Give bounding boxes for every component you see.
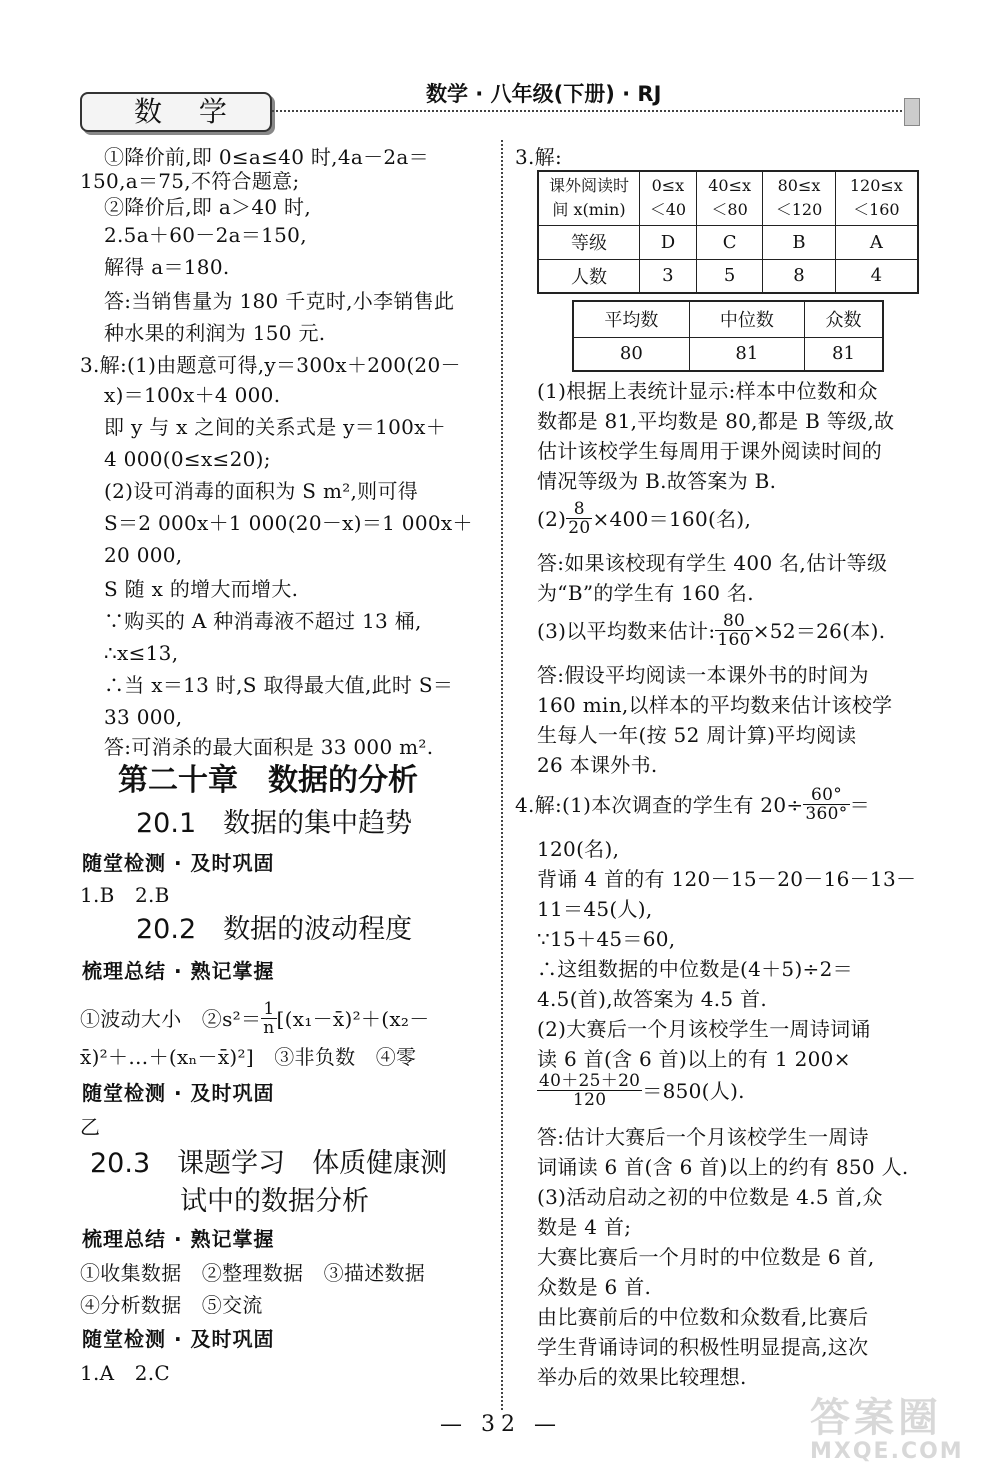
section-title-cont: 试中的数据分析 (180, 1186, 369, 1217)
text-line: ∴当 x＝13 时,S 取得最大值,此时 S＝ (104, 673, 454, 697)
table-cell: 课外阅读时 间 x(min) (538, 171, 640, 225)
fraction (261, 1000, 276, 1037)
text-line: ①收集数据 ②整理数据 ③描述数据 (80, 1261, 426, 1285)
fraction (715, 612, 752, 649)
text-line: 答:假设平均阅读一本课外书的时间为 (537, 663, 869, 687)
table-cell: 5 (696, 259, 763, 293)
table-cell: 81 (689, 337, 804, 371)
text-line: 为“B”的学生有 160 名. (537, 581, 754, 605)
text-line: S 随 x 的增大而增大. (104, 577, 299, 601)
text-line: 即 y 与 x 之间的关系式是 y＝100x＋ (104, 415, 447, 439)
formula-part: ①波动大小 ②s²＝ (80, 1006, 262, 1031)
formula-line (537, 500, 751, 537)
table-cell: 8 (763, 259, 835, 293)
table-cell: 0≤x ＜40 (640, 171, 697, 225)
section-title: 20.1 数据的集中趋势 (136, 808, 413, 839)
fraction-denominator: 360° (805, 804, 848, 824)
table-cell: 120≤x ＜160 (835, 171, 918, 225)
fraction-denominator: 120 (572, 1090, 607, 1110)
text-line: 数都是 81,平均数是 80,都是 B 等级,故 (537, 409, 895, 433)
header-logo-box (80, 92, 272, 132)
text-line: 种水果的利润为 150 元. (104, 321, 326, 345)
table-cell: 40≤x ＜80 (696, 171, 763, 225)
text-line: 120(名), (537, 837, 620, 861)
table-header-cell: 中位数 (689, 301, 804, 337)
text-line: 大赛比赛后一个月时的中位数是 6 首, (537, 1245, 875, 1269)
chapter-title: 第二十章 数据的分析 (118, 763, 418, 798)
fraction-numerator: 1 (261, 1000, 276, 1019)
table-cell: 80≤x ＜120 (763, 171, 835, 225)
text-line: 33 000, (104, 705, 183, 729)
reading-time-table (537, 170, 919, 294)
table-header-cell: 平均数 (573, 301, 689, 337)
fraction (566, 500, 592, 537)
text-line: 情况等级为 B.故答案为 B. (537, 469, 777, 493)
text-line: ∵15＋45＝60, (537, 927, 676, 951)
text-line: (1)根据上表统计显示:样本中位数和众 (537, 379, 878, 403)
fraction-numerator: 8 (566, 500, 592, 519)
statistics-table (572, 300, 884, 372)
text-line: 4 000(0≤x≤20); (104, 447, 271, 471)
text-line: S＝2 000x＋1 000(20－x)＝1 000x＋ (104, 511, 473, 535)
text-line: 众数是 6 首. (537, 1275, 652, 1299)
formula-line (537, 1072, 745, 1109)
section-title: 20.2 数据的波动程度 (136, 914, 413, 945)
text-line: 3.解:(1)由题意可得,y＝300x＋200(20－ (80, 353, 461, 377)
text-line: 11＝45(人), (537, 897, 653, 921)
section-tag: 随堂检测 · 及时巩固 (82, 1327, 275, 1351)
text-line: 读 6 首(含 6 首)以上的有 1 200× (537, 1047, 851, 1071)
section-tag: 随堂检测 · 及时巩固 (82, 851, 275, 875)
text-line: 20 000, (104, 543, 183, 567)
table-row (538, 259, 918, 293)
header-corner-mark (904, 98, 920, 126)
formula-part: 4.解:(1)本次调查的学生有 20÷ (515, 792, 804, 817)
table-cell: 等级 (538, 225, 640, 259)
answer-line: 1.B 2.B (80, 883, 170, 907)
table-cell: 4 (835, 259, 918, 293)
watermark-text: 答案圈 (810, 1395, 942, 1441)
text-line: ∴x≤13, (104, 641, 179, 665)
table-row (573, 337, 883, 371)
header-dotted-rule (272, 110, 902, 112)
text-line: 学生背诵诗词的积极性明显提高,这次 (537, 1335, 869, 1359)
text-line: (2)大赛后一个月该校学生一周诗词诵 (537, 1017, 871, 1041)
text-line: 160 min,以样本的平均数来估计该校学 (537, 693, 893, 717)
text-line: ①降价前,即 0≤a≤40 时,4a－2a＝ (104, 145, 429, 169)
formula-part: (2) (537, 506, 567, 531)
table-header-cell: 众数 (804, 301, 883, 337)
header-title: 数学 · 八年级(下册) · RJ (426, 82, 662, 106)
text-line: 词诵读 6 首(含 6 首)以上的约有 850 人. (537, 1155, 909, 1179)
text-line: ②降价后,即 a＞40 时, (104, 195, 312, 219)
question-label: 3.解: (515, 145, 563, 169)
text-line: 答:如果该校现有学生 400 名,估计等级 (537, 551, 888, 575)
fraction (537, 1072, 642, 1109)
formula-part: ＝ (849, 792, 870, 817)
section-tag: 梳理总结 · 熟记掌握 (82, 1227, 275, 1251)
watermark-url: MXQE.COM (810, 1439, 964, 1464)
text-line: 生每人一年(按 52 周计算)平均阅读 (537, 723, 857, 747)
formula-part: ＝850(人). (642, 1078, 745, 1103)
table-row (573, 301, 883, 337)
text-line: 2.5a＋60－2a＝150, (104, 223, 307, 247)
section-tag: 随堂检测 · 及时巩固 (82, 1081, 275, 1105)
table-cell: 3 (640, 259, 697, 293)
table-cell: A (835, 225, 918, 259)
table-cell: D (640, 225, 697, 259)
text-line: 答:可消杀的最大面积是 33 000 m². (104, 735, 434, 759)
fraction-denominator: 160 (717, 630, 751, 650)
column-divider (501, 140, 503, 1410)
text-line: 26 本课外书. (537, 753, 658, 777)
section-tag: 梳理总结 · 熟记掌握 (82, 959, 275, 983)
formula-part: ×400＝160(名), (592, 506, 752, 531)
formula-part: (3)以平均数来估计: (537, 618, 716, 643)
formula-part: ×52＝26(本). (752, 618, 886, 643)
fraction-numerator: 60° (803, 786, 849, 805)
formula-line (537, 612, 885, 649)
text-line: 背诵 4 首的有 120－15－20－16－13－ (537, 867, 917, 891)
fraction-denominator: 20 (568, 518, 591, 538)
text-line: 由比赛前后的中位数和众数看,比赛后 (537, 1305, 869, 1329)
header-logo-text: 数 学 (134, 95, 241, 128)
table-cell: B (763, 225, 835, 259)
text-line: 估计该校学生每周用于课外阅读时间的 (537, 439, 883, 463)
table-cell: 人数 (538, 259, 640, 293)
text-line: ∵购买的 A 种消毒液不超过 13 桶, (104, 609, 422, 633)
watermark-logo (810, 1396, 990, 1468)
page-number: — 32 — (440, 1412, 562, 1437)
text-line: x)＝100x＋4 000. (104, 383, 281, 407)
text-line: 4.5(首),故答案为 4.5 首. (537, 987, 768, 1011)
text-line: (2)设可消毒的面积为 S m²,则可得 (104, 479, 419, 503)
text-line: 举办后的效果比较理想. (537, 1365, 747, 1389)
formula-line (80, 1000, 430, 1037)
fraction (803, 786, 849, 823)
text-line: 数是 4 首; (537, 1215, 632, 1239)
fraction-denominator: n (263, 1018, 275, 1038)
fraction-numerator: 40＋25＋20 (539, 1071, 641, 1091)
formula-part: [(x₁－x̄)²＋(x₂－ (276, 1006, 430, 1031)
text-line: 150,a＝75,不符合题意; (80, 169, 300, 193)
section-title: 20.3 课题学习 体质健康测 (90, 1148, 448, 1179)
answer-line: 1.A 2.C (80, 1361, 171, 1385)
text-line: (3)活动启动之初的中位数是 4.5 首,众 (537, 1185, 883, 1209)
table-row (538, 225, 918, 259)
text-line: 答:当销售量为 180 千克时,小李销售此 (104, 289, 455, 313)
table-cell: 81 (804, 337, 883, 371)
fraction-numerator: 80 (715, 612, 752, 631)
text-line: 答:估计大赛后一个月该校学生一周诗 (537, 1125, 869, 1149)
formula-line (515, 786, 870, 823)
formula-line: x̄)²＋…＋(xₙ－x̄)²] ③非负数 ④零 (80, 1045, 417, 1069)
text-line: ∴这组数据的中位数是(4＋5)÷2＝ (537, 957, 853, 981)
table-row (538, 171, 918, 225)
table-cell: 80 (573, 337, 689, 371)
text-line: ④分析数据 ⑤交流 (80, 1293, 263, 1317)
answer-line: 乙 (80, 1115, 101, 1139)
text-line: 解得 a＝180. (104, 255, 230, 279)
table-cell: C (696, 225, 763, 259)
